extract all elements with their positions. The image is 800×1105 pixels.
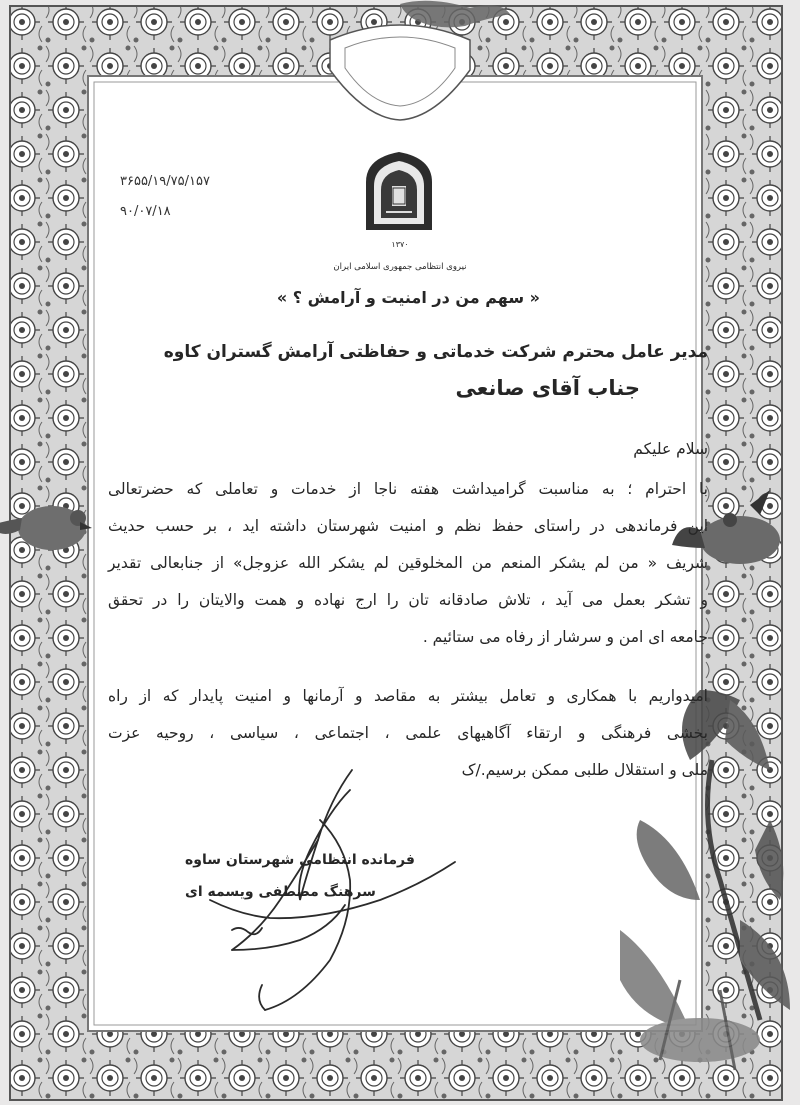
- recipient-line: مدیر عامل محترم شرکت خدماتی و حفاظتی آرامش گستران کاوه: [163, 342, 708, 362]
- body-line: و تشکر بعمل می آید ، تلاش صادقانه تان را ارج نهاده و همت والایتان را در تحقق: [108, 591, 708, 609]
- reference-number: ۳۶۵۵/۱۹/۷۵/۱۵۷: [120, 174, 210, 189]
- body-line: ملی و استقلال طلبی ممکن برسیم./ک: [461, 761, 708, 779]
- signer-title: فرمانده انتظامی شهرستان ساوه: [185, 852, 415, 868]
- slogan: « سهم من در امنیت و آرامش ؟ »: [276, 288, 540, 307]
- signer-name: سرهنگ مصطفی ویسمه ای: [185, 884, 376, 900]
- recipient-name: جناب آقای صانعی: [455, 376, 640, 400]
- greeting: سلام علیکم: [633, 440, 708, 458]
- organization-name: نیروی انتظامی جمهوری اسلامی ایران: [333, 262, 467, 272]
- body-line: این فرماندهی در راستای حفظ نظم و امنیت شهرستان داشته اید ، بر حسب حدیث: [108, 517, 708, 535]
- body-line: با احترام ؛ به مناسبت گرامیداشت هفته ناجا از خدمات و تعاملی که حضرتعالی: [108, 480, 708, 498]
- body-line: جامعه ای امن و سرشار از رفاه می ستائیم .: [422, 628, 708, 646]
- document-date: ۹۰/۰۷/۱۸: [120, 204, 171, 219]
- body-line: شریف « من لم یشکر المنعم من المخلوقین لم یشکر الله عزوجل» از جنابعالی تقدیر: [108, 554, 708, 572]
- logo-year: ۱۳۷۰: [391, 240, 409, 249]
- body-line: امیدواریم با همکاری و تعامل بیشتر به مقاصد و آرمانها و امنیت پایدار که از راه: [108, 687, 708, 705]
- police-emblem-icon: [366, 152, 432, 230]
- body-line: بخشی فرهنگی و ارتقاء آگاهیهای علمی ، اجتماعی ، سیاسی ، روحیه عزت: [108, 724, 708, 742]
